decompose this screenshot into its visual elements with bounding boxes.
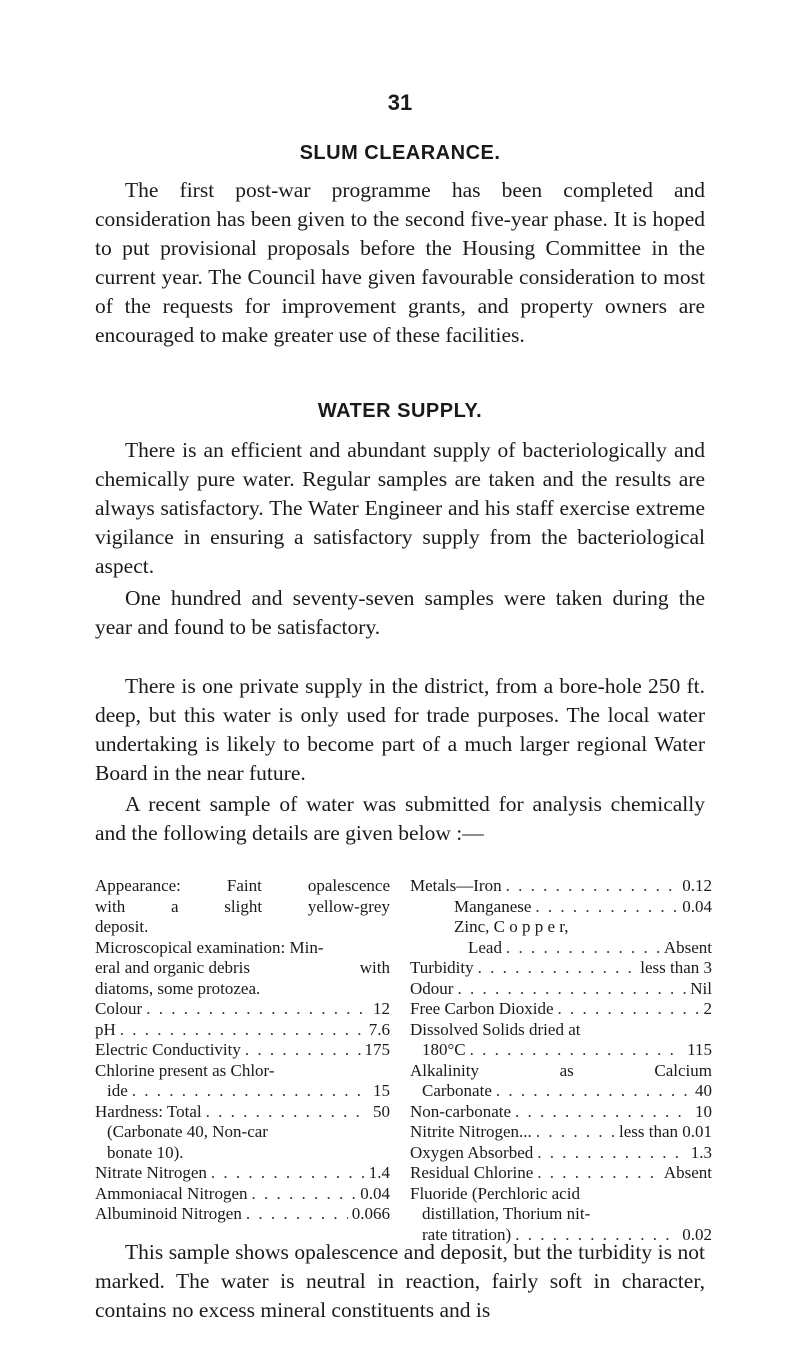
non-carbonate-row: Non-carbonate . . . 10 bbox=[410, 1102, 712, 1123]
chlorine-line-1: Chlorine present as Chlor- bbox=[95, 1060, 275, 1080]
dissolved-solids-row: 180°C . . . 115 bbox=[410, 1040, 712, 1061]
alkalinity-line-1: Alkalinity as Calcium bbox=[410, 1060, 712, 1080]
page-number: 31 bbox=[387, 90, 413, 115]
odour-row: Odour . . . Nil bbox=[410, 979, 712, 1000]
dissolved-solids-line-1: Dissolved Solids dried at bbox=[410, 1019, 581, 1039]
microscopical-line-2: eral and organic debris with bbox=[95, 958, 390, 977]
fluoride-row: rate titration) . . . 0.02 bbox=[410, 1225, 712, 1246]
turbidity-row: Turbidity . . . less than 3 bbox=[410, 958, 712, 979]
appearance-line-1: Appearance: Faint opalescence bbox=[95, 876, 390, 895]
conductivity-row: Electric Conductivity . . . 175 bbox=[95, 1040, 390, 1061]
appearance-line-2: with a slight yellow-grey bbox=[95, 896, 390, 916]
microscopical-line-1: Microscopical examination: Min- bbox=[95, 937, 324, 957]
water-supply-heading: WATER SUPPLY. bbox=[317, 400, 483, 422]
slum-clearance-paragraph: The first post-war programme has been completed and consideration has been given to the second five-year phase. It is hoped to put provisional proposals before the Housing Committee in the current year. The Council have given favourable consideration to most of the requests for improvement grants, and property owners are encouraged to make greater use of these facilities. bbox=[95, 178, 705, 347]
nitrite-row: Nitrite Nitrogen... . . . less than 0.01 bbox=[410, 1122, 712, 1143]
chlorine-row: ide . . . 15 bbox=[95, 1081, 390, 1102]
zinc-copper-line: Zinc, C o p p e r, bbox=[454, 917, 569, 936]
water-supply-paragraph-1: There is an efficient and abundant supply of bacteriologically and chemically pure water. Regular samples are taken and the results are always satisfactory. The Water Engineer and his staff exercise extreme vigilance in ensuring a satisfactory supply from the bacteriological aspect. bbox=[95, 438, 705, 578]
slum-clearance-heading: SLUM CLEARANCE. bbox=[299, 142, 501, 164]
analysis-right-column bbox=[410, 876, 712, 1245]
water-supply-paragraph-3: There is one private supply in the district, from a bore-hole 250 ft. deep, but this water is only used for trade purposes. The local water undertaking is likely to become part of a much larger regional Water Board in the near future. bbox=[95, 674, 705, 785]
manganese-row: Manganese . . . 0.04 bbox=[410, 897, 712, 918]
hardness-note-line-2: bonate 10). bbox=[107, 1142, 184, 1162]
ammoniacal-row: Ammoniacal Nitrogen . . . 0.04 bbox=[95, 1184, 390, 1205]
ph-row: pH . . . 7.6 bbox=[95, 1020, 390, 1041]
water-supply-paragraph-4: A recent sample of water was submitted for analysis chemically and the following details are given below :— bbox=[95, 792, 705, 845]
fluoride-line-1: Fluoride (Perchloric acid bbox=[410, 1183, 580, 1203]
oxygen-absorbed-row: Oxygen Absorbed . . . 1.3 bbox=[410, 1143, 712, 1164]
analysis-left-column bbox=[95, 876, 390, 1225]
fluoride-line-2: distillation, Thorium nit- bbox=[422, 1204, 591, 1223]
carbon-dioxide-row: Free Carbon Dioxide . . . 2 bbox=[410, 999, 712, 1020]
appearance-line-3: deposit. bbox=[95, 917, 149, 936]
lead-row: Lead . . . Absent bbox=[410, 938, 712, 959]
colour-row: Colour . . . 12 bbox=[95, 999, 390, 1020]
hardness-row: Hardness: Total . . . 50 bbox=[95, 1102, 390, 1123]
hardness-note-line-1: (Carbonate 40, Non-car bbox=[107, 1122, 268, 1141]
closing-paragraph: This sample shows opalescence and deposit, but the turbidity is not marked. The water is neutral in reaction, fairly soft in character, contains no excess mineral constituents and is bbox=[95, 1240, 705, 1322]
carbonate-row: Carbonate . . . 40 bbox=[410, 1081, 712, 1102]
residual-chlorine-row: Residual Chlorine . . . Absent bbox=[410, 1163, 712, 1184]
nitrate-row: Nitrate Nitrogen . . . 1.4 bbox=[95, 1163, 390, 1184]
albuminoid-row: Albuminoid Nitrogen . . . 0.066 bbox=[95, 1204, 390, 1225]
microscopical-line-3: diatoms, some protozea. bbox=[95, 978, 261, 998]
water-supply-paragraph-2: One hundred and seventy-seven samples were taken during the year and found to be satisfactory. bbox=[95, 586, 705, 639]
iron-row: Metals—Iron . . . 0.12 bbox=[410, 876, 712, 897]
